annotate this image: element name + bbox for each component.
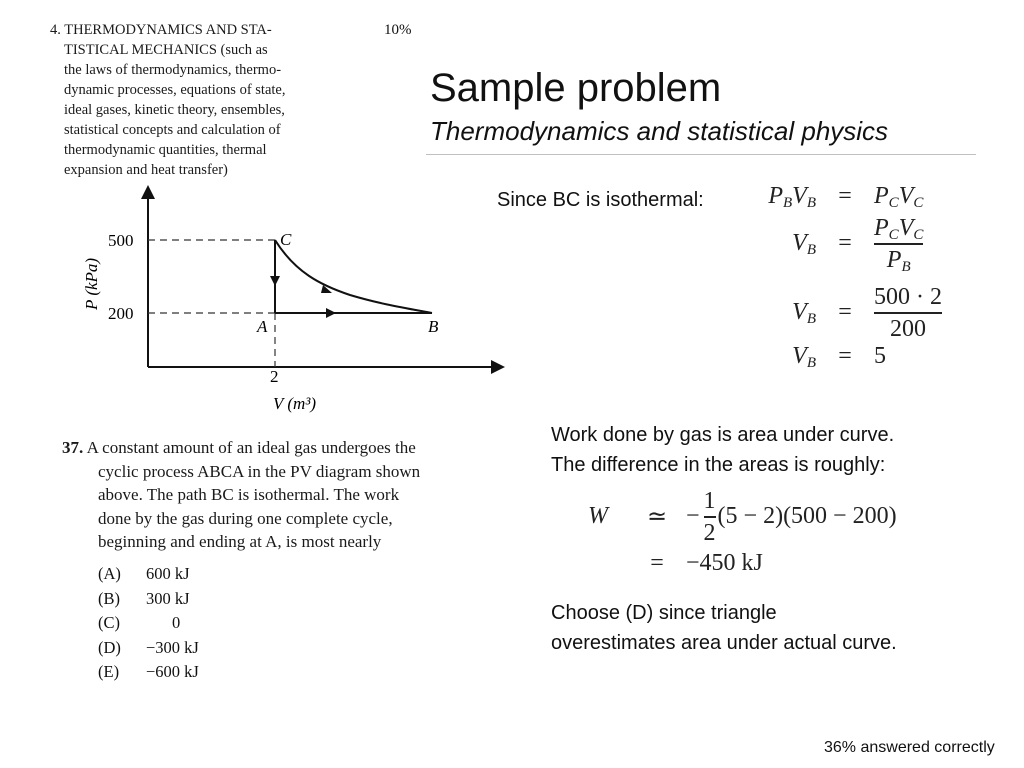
eq-approx: ≃: [646, 504, 668, 531]
eq-symbol: V: [792, 183, 807, 209]
y-axis-label: P (kPa): [82, 257, 101, 310]
choice-e: [98, 660, 242, 685]
equation-1: [752, 183, 923, 210]
arrow-ab: [326, 308, 336, 318]
equation-4: [752, 343, 886, 370]
eq-symbol: P: [874, 183, 889, 209]
work-line: The difference in the areas is roughly:: [551, 454, 886, 476]
work-line: Work done by gas is area under curve.: [551, 424, 895, 446]
topic-line: 4. THERMODYNAMICS AND STA-: [50, 22, 272, 38]
question-line: above. The path BC is isothermal. The work: [98, 485, 400, 504]
eq-subscript: B: [901, 258, 911, 275]
pv-diagram: [70, 182, 510, 417]
eq-symbol: V: [792, 299, 807, 326]
eq-fraction: [704, 487, 716, 547]
question-line: cyclic process ABCA in the PV diagram shown: [98, 461, 421, 481]
isothermal-note: Since BC is isothermal:: [497, 189, 704, 211]
point-c: C: [280, 230, 292, 249]
eq-fraction: [874, 283, 942, 343]
choice-label: (B): [98, 588, 120, 608]
equation-2: [752, 214, 923, 274]
work-explanation: [551, 420, 894, 480]
question-text: [62, 436, 522, 554]
choice-label: (E): [98, 662, 120, 681]
choose-line: Choose (D) since triangle: [551, 602, 777, 624]
answer-choices: [98, 562, 242, 685]
choice-explanation: [551, 598, 897, 658]
point-b: B: [428, 317, 439, 336]
topic-line: thermodynamic quantities, thermal: [64, 142, 267, 158]
eq-equals: =: [838, 183, 852, 209]
eq-subscript: C: [913, 227, 924, 243]
question-line: A constant amount of an ideal gas undergoes the: [86, 438, 416, 457]
y-tick-200: 200: [108, 304, 134, 323]
choice-label: (A): [98, 564, 121, 583]
eq-symbol: V: [898, 183, 914, 209]
eq-denominator: 200: [890, 315, 926, 342]
choice-a: [98, 562, 242, 587]
eq-subscript: B: [806, 242, 816, 259]
y-tick-500: 500: [108, 231, 134, 250]
x-axis-label: V (m³): [273, 394, 317, 413]
choose-line: overestimates area under actual curve.: [551, 632, 897, 654]
eq-result: 5: [874, 343, 886, 369]
choice-value: 0: [172, 613, 181, 632]
topic-line: statistical concepts and calculation of: [64, 122, 281, 138]
eq-numerator: 1: [703, 488, 716, 514]
equation-3: [752, 283, 942, 343]
choice-d: [98, 636, 242, 661]
work-equation-1: [588, 487, 897, 547]
eq-equals: =: [838, 230, 852, 257]
eq-equals: =: [650, 550, 664, 576]
eq-expression: (5 − 2)(500 − 200): [717, 503, 897, 530]
arrow-ca: [270, 276, 280, 286]
eq-symbol: P: [886, 246, 902, 273]
eq-subscript: C: [913, 195, 924, 211]
choice-c: [98, 611, 242, 636]
x-tick-2: 2: [270, 367, 279, 386]
topic-line: dynamic processes, equations of state,: [64, 82, 286, 98]
topic-line: the laws of thermodynamics, thermo-: [64, 62, 282, 78]
question-number: 37.: [62, 438, 84, 457]
choice-b: [98, 587, 242, 612]
choice-label: (D): [98, 637, 121, 657]
choice-value: −600 kJ: [146, 662, 199, 681]
topic-description: [50, 20, 320, 180]
topic-percent: 10%: [384, 22, 412, 38]
eq-equals: =: [838, 299, 852, 326]
eq-subscript: C: [888, 227, 899, 243]
topic-line: expansion and heat transfer): [64, 162, 228, 178]
point-a: A: [257, 317, 268, 336]
work-equation-2: [588, 550, 763, 577]
eq-symbol: W: [588, 503, 608, 530]
eq-equals: =: [838, 343, 852, 369]
eq-subscript: B: [806, 311, 816, 328]
eq-subscript: B: [806, 355, 816, 371]
slide-subtitle: Thermodynamics and statistical physics: [430, 116, 889, 146]
path-bc-isotherm: [275, 240, 432, 313]
eq-result: −450 kJ: [686, 550, 763, 576]
question-line: done by the gas during one complete cycle,: [98, 508, 393, 528]
choice-value: −300 kJ: [146, 637, 199, 657]
slide-title: Sample problem: [430, 66, 722, 110]
choice-value: 300 kJ: [146, 588, 190, 608]
eq-symbol: P: [874, 215, 889, 241]
topic-line: ideal gases, kinetic theory, ensembles,: [64, 102, 285, 118]
eq-subscript: B: [806, 195, 816, 211]
eq-symbol: V: [792, 230, 807, 257]
choice-value: 600 kJ: [146, 564, 190, 583]
fraction-bar: [874, 312, 942, 314]
choice-label: (C): [98, 613, 120, 632]
answered-correctly-stat: 36% answered correctly: [824, 739, 995, 756]
eq-fraction: [874, 214, 923, 274]
topic-line: TISTICAL MECHANICS (such as: [64, 42, 268, 58]
eq-symbol: V: [898, 215, 914, 241]
question-line: beginning and ending at A, is most nearly: [98, 532, 382, 551]
eq-subscript: C: [888, 195, 899, 211]
eq-minus: −: [686, 503, 700, 530]
eq-denominator: 2: [703, 519, 716, 546]
fraction-bar: [704, 516, 716, 518]
fraction-bar: [874, 243, 923, 245]
eq-numerator: 500 · 2: [874, 284, 942, 310]
eq-subscript: B: [782, 195, 793, 211]
title-divider: [426, 154, 976, 155]
eq-symbol: V: [792, 343, 807, 369]
eq-symbol: P: [768, 183, 783, 209]
